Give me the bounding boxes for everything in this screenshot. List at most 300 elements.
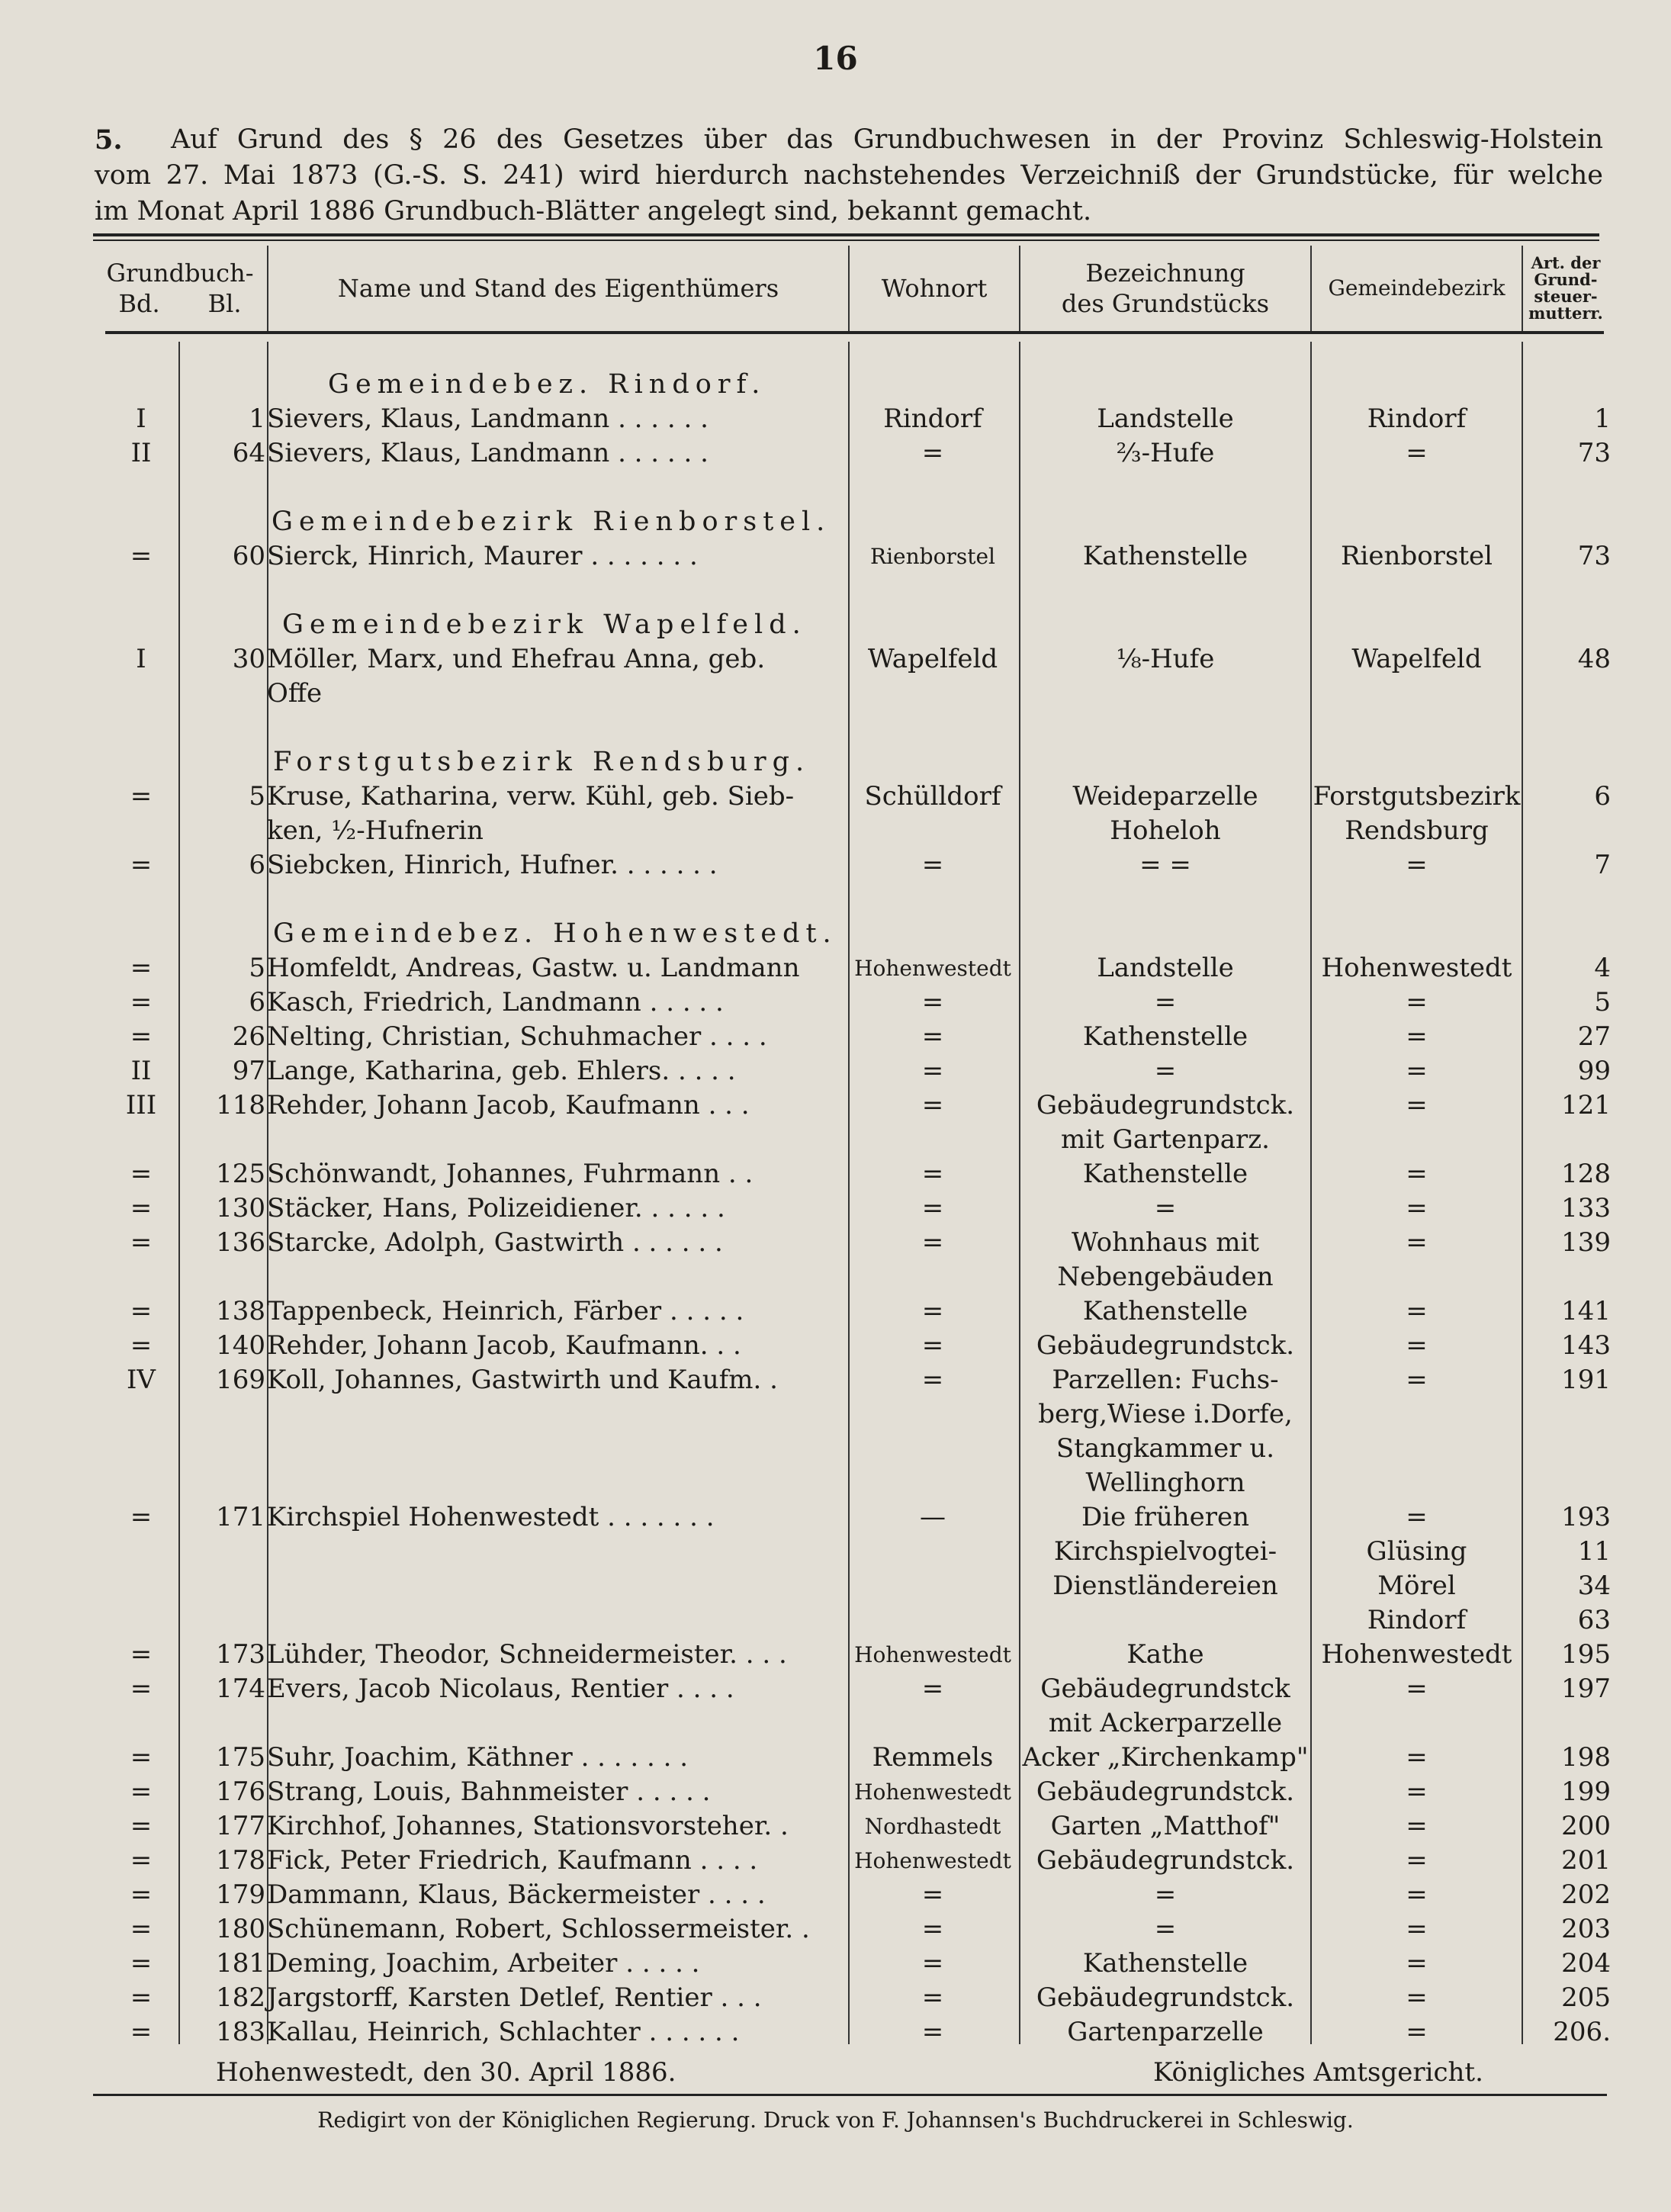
row-band: II	[130, 438, 152, 468]
section-rindorf: Gemeindebez. Rindorf.	[328, 369, 766, 400]
row-gemeindebezirk: Forstgutsbezirk	[1313, 781, 1521, 812]
row-band: =	[130, 1193, 153, 1223]
page-number: 16	[813, 40, 858, 77]
row-wohnort: Rienborstel	[870, 544, 995, 569]
row-bezeichnung	[1020, 1603, 1310, 1638]
header-bl: Bl.	[207, 289, 242, 318]
row-artikel	[1525, 814, 1611, 848]
row-wohnort	[847, 1535, 1019, 1569]
row-artikel	[1525, 677, 1611, 711]
row-wohnort: Hohenwestedt	[854, 1848, 1011, 1873]
row-wohnort	[847, 1569, 1019, 1603]
row-wohnort: Schülldorf	[864, 781, 1001, 812]
row-band	[92, 1260, 191, 1294]
row-blatt: 5	[249, 781, 265, 812]
row-band: =	[130, 1502, 153, 1532]
row-blatt: 6	[249, 850, 265, 880]
row-artikel: 195	[1561, 1639, 1611, 1670]
row-artikel: 197	[1561, 1673, 1611, 1704]
row-blatt	[191, 677, 265, 711]
row-wohnort: =	[921, 1193, 944, 1223]
imprint: Redigirt von der Königlichen Regierung. Druck von F. Johannsen's Buchdruckerei in Schleswig.	[317, 2108, 1354, 2133]
row-blatt	[191, 1432, 265, 1466]
row-blatt: 182	[216, 1982, 265, 2013]
row-band: =	[130, 953, 153, 983]
header-divider	[1522, 246, 1523, 331]
row-owner-name: Fick, Peter Friedrich, Kaufmann . . . .	[267, 1845, 758, 1876]
row-owner-name: Homfeldt, Andreas, Gastw. u. Landmann	[267, 953, 800, 983]
row-owner-name: Kasch, Friedrich, Landmann . . . . .	[267, 987, 724, 1018]
row-blatt: 181	[216, 1948, 265, 1979]
row-owner-name	[267, 1260, 847, 1294]
row-wohnort: —	[920, 1502, 946, 1532]
row-owner-name: Lange, Katharina, geb. Ehlers. . . . .	[267, 1056, 736, 1086]
row-blatt: 179	[216, 1879, 265, 1910]
row-blatt	[191, 1397, 265, 1432]
row-artikel	[1525, 1123, 1611, 1157]
column-divider-gem-art	[1522, 342, 1523, 2044]
row-owner-name: Sievers, Klaus, Landmann . . . . . .	[267, 403, 709, 434]
header-grundbuch	[95, 246, 265, 331]
row-owner-name: Schünemann, Robert, Schlossermeister. .	[267, 1914, 810, 1944]
row-band	[92, 1397, 191, 1432]
row-artikel: 193	[1561, 1502, 1611, 1532]
row-blatt: 138	[216, 1296, 265, 1326]
row-artikel: 141	[1561, 1296, 1611, 1326]
row-gemeindebezirk: Hohenwestedt	[1321, 953, 1512, 983]
row-bezeichnung: Gebäudegrundstck.	[1036, 1845, 1295, 1876]
row-bezeichnung: Wellinghorn	[1085, 1468, 1245, 1498]
row-wohnort: =	[921, 850, 944, 880]
row-blatt: 176	[216, 1776, 265, 1807]
row-bezeichnung: Garten „Matthof"	[1050, 1811, 1281, 1841]
row-blatt	[191, 1466, 265, 1500]
row-blatt: 30	[232, 644, 265, 674]
row-owner-name	[267, 1466, 847, 1500]
row-owner-name: Koll, Johannes, Gastwirth und Kaufm. .	[267, 1365, 778, 1395]
footer-court: Königliches Amtsgericht.	[1153, 2057, 1483, 2088]
row-gemeindebezirk	[1312, 1466, 1522, 1500]
row-blatt	[191, 1123, 265, 1157]
row-gemeindebezirk: =	[1406, 438, 1428, 468]
row-band: =	[130, 781, 153, 812]
row-artikel: 4	[1594, 953, 1611, 983]
row-artikel: 11	[1577, 1536, 1611, 1567]
row-blatt: 125	[216, 1159, 265, 1189]
row-bezeichnung: =	[1154, 1056, 1177, 1086]
row-blatt	[191, 1535, 265, 1569]
row-blatt	[191, 1603, 265, 1638]
row-owner-name: Evers, Jacob Nicolaus, Rentier . . . .	[267, 1673, 734, 1704]
row-gemeindebezirk: =	[1406, 987, 1428, 1018]
row-artikel: 143	[1561, 1330, 1611, 1361]
header-art-4: mutterr.	[1528, 304, 1603, 323]
row-owner-name	[267, 1123, 847, 1157]
row-bezeichnung	[1020, 677, 1310, 711]
row-gemeindebezirk	[1312, 1123, 1522, 1157]
row-blatt: 118	[216, 1090, 265, 1120]
row-gemeindebezirk: =	[1406, 1193, 1428, 1223]
row-wohnort: =	[921, 1914, 944, 1944]
row-blatt: 180	[216, 1914, 265, 1944]
row-artikel: 6	[1594, 781, 1611, 812]
row-artikel: 205	[1561, 1982, 1611, 2013]
intro-line-3: im Monat April 1886 Grundbuch-Blätter angelegt sind, bekannt gemacht.	[95, 196, 1092, 227]
intro-line-1: Auf Grund des § 26 des Gesetzes über das Grundbuchwesen in der Provinz Schleswig-Holstein	[171, 124, 1603, 155]
row-owner-name: Möller, Marx, und Ehefrau Anna, geb.	[267, 644, 766, 674]
row-blatt: 26	[232, 1021, 265, 1052]
row-bezeichnung: = =	[1139, 850, 1191, 880]
row-band: IV	[127, 1365, 156, 1395]
row-wohnort: =	[921, 1982, 944, 2013]
row-gemeindebezirk: =	[1406, 1227, 1428, 1258]
row-owner-name: Nelting, Christian, Schuhmacher . . . .	[267, 1021, 767, 1052]
row-owner-name: Schönwandt, Johannes, Fuhrmann . .	[267, 1159, 754, 1189]
row-wohnort: =	[921, 1673, 944, 1704]
row-wohnort: =	[921, 1090, 944, 1120]
row-band	[92, 677, 191, 711]
row-wohnort: =	[921, 1948, 944, 1979]
row-wohnort: =	[921, 1021, 944, 1052]
row-artikel: 201	[1561, 1845, 1611, 1876]
row-gemeindebezirk: =	[1406, 1776, 1428, 1807]
row-artikel: 198	[1561, 1742, 1611, 1773]
row-gemeindebezirk: =	[1406, 1982, 1428, 2013]
row-bezeichnung: Kathenstelle	[1082, 541, 1248, 571]
row-band: =	[130, 1673, 153, 1704]
row-band: =	[130, 1639, 153, 1670]
footer-rule	[93, 2094, 1607, 2096]
row-gemeindebezirk: Glüsing	[1366, 1536, 1467, 1567]
row-wohnort	[847, 1706, 1019, 1741]
row-artikel: 1	[1594, 403, 1611, 434]
row-gemeindebezirk: =	[1406, 1021, 1428, 1052]
row-gemeindebezirk: =	[1406, 1365, 1428, 1395]
row-wohnort: =	[921, 1159, 944, 1189]
row-gemeindebezirk	[1312, 677, 1522, 711]
row-blatt: 183	[216, 2017, 265, 2047]
row-bezeichnung: Hoheloh	[1110, 815, 1221, 846]
row-wohnort: =	[921, 1879, 944, 1910]
row-artikel: 204	[1561, 1948, 1611, 1979]
row-wohnort: Hohenwestedt	[854, 1642, 1011, 1667]
row-gemeindebezirk: =	[1406, 1090, 1428, 1120]
footer-place-date: Hohenwestedt, den 30. April 1886.	[216, 2057, 676, 2088]
row-owner-name: Strang, Louis, Bahnmeister . . . . .	[267, 1776, 711, 1807]
row-gemeindebezirk: Hohenwestedt	[1321, 1639, 1512, 1670]
row-band	[92, 814, 191, 848]
row-owner-name: Sievers, Klaus, Landmann . . . . . .	[267, 438, 709, 468]
section-wapelfeld: Gemeindebezirk Wapelfeld.	[282, 609, 807, 640]
row-artikel: 5	[1594, 987, 1611, 1018]
row-artikel: 99	[1577, 1056, 1611, 1086]
row-owner-name: ken, ½-Hufnerin	[267, 815, 484, 846]
row-blatt: 177	[216, 1811, 265, 1841]
row-bezeichnung: Stangkammer u.	[1056, 1433, 1275, 1464]
row-artikel: 73	[1577, 438, 1611, 468]
row-artikel: 200	[1561, 1811, 1611, 1841]
row-wohnort: =	[921, 1227, 944, 1258]
row-band: I	[136, 403, 146, 434]
row-band	[92, 1535, 191, 1569]
row-blatt: 97	[232, 1056, 265, 1086]
row-wohnort	[847, 1397, 1019, 1432]
row-artikel: 191	[1561, 1365, 1611, 1395]
header-bezeichnung	[1020, 246, 1310, 331]
row-bezeichnung: Nebengebäuden	[1057, 1262, 1274, 1292]
row-bezeichnung: Wohnhaus mit	[1071, 1227, 1259, 1258]
row-owner-name: Kirchhof, Johannes, Stationsvorsteher. .	[267, 1811, 789, 1841]
row-artikel	[1525, 1397, 1611, 1432]
row-gemeindebezirk: Mörel	[1377, 1571, 1456, 1601]
row-gemeindebezirk: =	[1406, 1948, 1428, 1979]
row-owner-name: Siebcken, Hinrich, Hufner. . . . . . .	[267, 850, 718, 880]
row-wohnort: =	[921, 438, 944, 468]
row-gemeindebezirk	[1312, 1706, 1522, 1741]
row-owner-name	[267, 1603, 847, 1638]
header-bezeichnung-2: des Grundstücks	[1061, 289, 1270, 318]
row-bezeichnung: ⅛-Hufe	[1116, 644, 1215, 674]
row-wohnort	[847, 677, 1019, 711]
row-gemeindebezirk: =	[1406, 1811, 1428, 1841]
row-bezeichnung: Kathenstelle	[1082, 1948, 1248, 1979]
row-band: =	[130, 1021, 153, 1052]
header-wohnort: Wohnort	[881, 274, 988, 303]
row-owner-name: Kruse, Katharina, verw. Kühl, geb. Sieb-	[267, 781, 795, 812]
row-blatt: 178	[216, 1845, 265, 1876]
row-band: I	[136, 644, 146, 674]
row-gemeindebezirk: =	[1406, 1056, 1428, 1086]
row-owner-name: Rehder, Johann Jacob, Kaufmann. . .	[267, 1330, 741, 1361]
row-artikel: 63	[1577, 1605, 1611, 1635]
row-band	[92, 1123, 191, 1157]
section-rienborstel: Gemeindebezirk Rienborstel.	[272, 506, 831, 537]
row-owner-name: Offe	[267, 678, 323, 709]
row-wohnort	[847, 1466, 1019, 1500]
row-wohnort: Hohenwestedt	[854, 956, 1011, 981]
row-band: =	[130, 1296, 153, 1326]
row-bezeichnung: Gebäudegrundstck.	[1036, 1330, 1295, 1361]
row-gemeindebezirk	[1312, 1260, 1522, 1294]
row-artikel	[1525, 1466, 1611, 1500]
row-gemeindebezirk: Wapelfeld	[1351, 644, 1482, 674]
row-gemeindebezirk: =	[1406, 2017, 1428, 2047]
row-bezeichnung: berg,Wiese i.Dorfe,	[1038, 1399, 1293, 1429]
row-artikel: 206.	[1553, 2017, 1611, 2047]
row-wohnort: Hohenwestedt	[854, 1780, 1011, 1805]
row-artikel: 34	[1577, 1571, 1611, 1601]
row-blatt: 1	[249, 403, 265, 434]
row-gemeindebezirk: =	[1406, 1879, 1428, 1910]
row-band	[92, 1466, 191, 1500]
row-band: =	[130, 850, 153, 880]
row-gemeindebezirk: =	[1406, 1330, 1428, 1361]
row-bezeichnung: Dienstländereien	[1052, 1571, 1278, 1601]
row-wohnort: =	[921, 987, 944, 1018]
row-band: =	[130, 2017, 153, 2047]
row-band: =	[130, 541, 153, 571]
intro-paragraph	[95, 122, 1603, 230]
row-owner-name: Dammann, Klaus, Bäckermeister . . . .	[267, 1879, 766, 1910]
row-artikel: 48	[1577, 644, 1611, 674]
row-band: =	[130, 1845, 153, 1876]
row-wohnort: =	[921, 1056, 944, 1086]
row-band: =	[130, 1811, 153, 1841]
row-wohnort	[847, 814, 1019, 848]
section-forstgutsbezirk: Forstgutsbezirk Rendsburg.	[273, 747, 811, 777]
row-band	[92, 1432, 191, 1466]
row-artikel	[1525, 1260, 1611, 1294]
row-gemeindebezirk: =	[1406, 1914, 1428, 1944]
row-bezeichnung: =	[1154, 987, 1177, 1018]
row-gemeindebezirk: =	[1406, 1742, 1428, 1773]
section-hohenwestedt: Gemeindebez. Hohenwestedt.	[273, 918, 837, 949]
row-blatt	[191, 1260, 265, 1294]
row-bezeichnung: Gebäudegrundstck.	[1036, 1982, 1295, 2013]
row-blatt	[191, 1569, 265, 1603]
row-gemeindebezirk	[1312, 1397, 1522, 1432]
header-bottom-rule	[105, 331, 1604, 334]
row-wohnort: Wapelfeld	[867, 644, 998, 674]
header-grundbuch-label: Grundbuch-	[106, 259, 254, 288]
row-band: =	[130, 1227, 153, 1258]
row-blatt: 60	[232, 541, 265, 571]
row-owner-name	[267, 1569, 847, 1603]
row-owner-name: Kallau, Heinrich, Schlachter . . . . . .	[267, 2017, 740, 2047]
row-band	[92, 1603, 191, 1638]
row-blatt: 175	[216, 1742, 265, 1773]
row-wohnort: =	[921, 1365, 944, 1395]
row-bezeichnung: Kathenstelle	[1082, 1159, 1248, 1189]
row-artikel: 27	[1577, 1021, 1611, 1052]
header-divider	[848, 246, 850, 331]
row-bezeichnung: Gebäudegrundstck.	[1036, 1090, 1295, 1120]
row-blatt	[191, 814, 265, 848]
row-bezeichnung: Landstelle	[1097, 953, 1234, 983]
header-bezeichnung-1: Bezeichnung	[1085, 259, 1245, 288]
row-blatt: 171	[216, 1502, 265, 1532]
row-artikel: 139	[1561, 1227, 1611, 1258]
row-band: =	[130, 1948, 153, 1979]
row-owner-name	[267, 1706, 847, 1741]
row-gemeindebezirk: =	[1406, 1296, 1428, 1326]
row-blatt: 173	[216, 1639, 265, 1670]
row-artikel: 73	[1577, 541, 1611, 571]
row-wohnort: =	[921, 1296, 944, 1326]
row-gemeindebezirk: =	[1406, 1159, 1428, 1189]
row-band: III	[125, 1090, 157, 1120]
row-owner-name: Lühder, Theodor, Schneidermeister. . . .	[267, 1639, 787, 1670]
row-blatt: 140	[216, 1330, 265, 1361]
row-wohnort: Nordhastedt	[864, 1814, 1001, 1839]
row-owner-name	[267, 1535, 847, 1569]
row-bezeichnung: mit Ackerparzelle	[1048, 1708, 1283, 1738]
row-bezeichnung: Kathe	[1126, 1639, 1204, 1670]
header-name: Name und Stand des Eigenthümers	[337, 274, 779, 303]
row-gemeindebezirk: =	[1406, 1502, 1428, 1532]
row-bezeichnung: mit Gartenparz.	[1061, 1124, 1270, 1155]
row-bezeichnung: Acker „Kirchenkamp"	[1022, 1742, 1309, 1773]
table-top-rule-thin	[93, 240, 1599, 241]
row-artikel: 7	[1594, 850, 1611, 880]
row-gemeindebezirk: =	[1406, 1845, 1428, 1876]
row-owner-name: Deming, Joachim, Arbeiter . . . . .	[267, 1948, 700, 1979]
row-gemeindebezirk: Rendsburg	[1345, 815, 1489, 846]
row-bezeichnung: Kirchspielvogtei-	[1053, 1536, 1277, 1567]
header-art-2: Grund-	[1534, 270, 1598, 289]
row-blatt: 169	[216, 1365, 265, 1395]
row-blatt: 174	[216, 1673, 265, 1704]
row-artikel: 202	[1561, 1879, 1611, 1910]
row-artikel	[1525, 1706, 1611, 1741]
row-blatt: 136	[216, 1227, 265, 1258]
row-gemeindebezirk: Rindorf	[1367, 403, 1467, 434]
row-owner-name	[267, 1432, 847, 1466]
row-bezeichnung: Die früheren	[1081, 1502, 1250, 1532]
row-gemeindebezirk: =	[1406, 1673, 1428, 1704]
row-bezeichnung: =	[1154, 1914, 1177, 1944]
row-band	[92, 1569, 191, 1603]
header-art-1: Art. der	[1531, 253, 1601, 272]
row-band: =	[130, 1982, 153, 2013]
row-owner-name: Stäcker, Hans, Polizeidiener. . . . . .	[267, 1193, 725, 1223]
row-wohnort: Remmels	[872, 1742, 994, 1773]
row-bezeichnung: Landstelle	[1097, 403, 1234, 434]
row-artikel: 203	[1561, 1914, 1611, 1944]
row-wohnort	[847, 1603, 1019, 1638]
row-owner-name: Jargstorff, Karsten Detlef, Rentier . . .	[267, 1982, 762, 2013]
row-band: =	[130, 1914, 153, 1944]
row-owner-name: Suhr, Joachim, Käthner . . . . . . .	[267, 1742, 689, 1773]
row-wohnort	[847, 1260, 1019, 1294]
row-owner-name: Kirchspiel Hohenwestedt . . . . . . .	[267, 1502, 715, 1532]
table-top-rule	[93, 233, 1599, 236]
row-bezeichnung: Weideparzelle	[1072, 781, 1258, 812]
row-gemeindebezirk: Rienborstel	[1340, 541, 1493, 571]
row-owner-name: Sierck, Hinrich, Maurer . . . . . . .	[267, 541, 698, 571]
row-gemeindebezirk	[1312, 1432, 1522, 1466]
row-bezeichnung: Gebäudegrundstck.	[1036, 1776, 1295, 1807]
row-artikel: 199	[1561, 1776, 1611, 1807]
row-bezeichnung: ⅔-Hufe	[1116, 438, 1215, 468]
row-artikel: 121	[1561, 1090, 1611, 1120]
row-band: =	[130, 987, 153, 1018]
row-bezeichnung: =	[1154, 1193, 1177, 1223]
row-blatt: 130	[216, 1193, 265, 1223]
row-blatt: 5	[249, 953, 265, 983]
row-band: =	[130, 1879, 153, 1910]
row-band: =	[130, 1159, 153, 1189]
row-wohnort	[847, 1432, 1019, 1466]
row-owner-name: Starcke, Adolph, Gastwirth . . . . . .	[267, 1227, 723, 1258]
row-artikel	[1525, 1432, 1611, 1466]
row-wohnort	[847, 1123, 1019, 1157]
row-owner-name	[267, 1397, 847, 1432]
row-bezeichnung: Parzellen: Fuchs-	[1052, 1365, 1279, 1395]
row-bezeichnung: Kathenstelle	[1082, 1021, 1248, 1052]
row-bezeichnung: Kathenstelle	[1082, 1296, 1248, 1326]
row-band	[92, 1706, 191, 1741]
row-gemeindebezirk: =	[1406, 850, 1428, 880]
header-artikel	[1523, 246, 1608, 331]
header-bd: Bd.	[118, 289, 160, 318]
header-divider	[1310, 246, 1312, 331]
row-bezeichnung: =	[1154, 1879, 1177, 1910]
row-band: =	[130, 1742, 153, 1773]
row-gemeindebezirk: Rindorf	[1367, 1605, 1467, 1635]
row-artikel: 133	[1561, 1193, 1611, 1223]
header-divider	[1019, 246, 1020, 331]
